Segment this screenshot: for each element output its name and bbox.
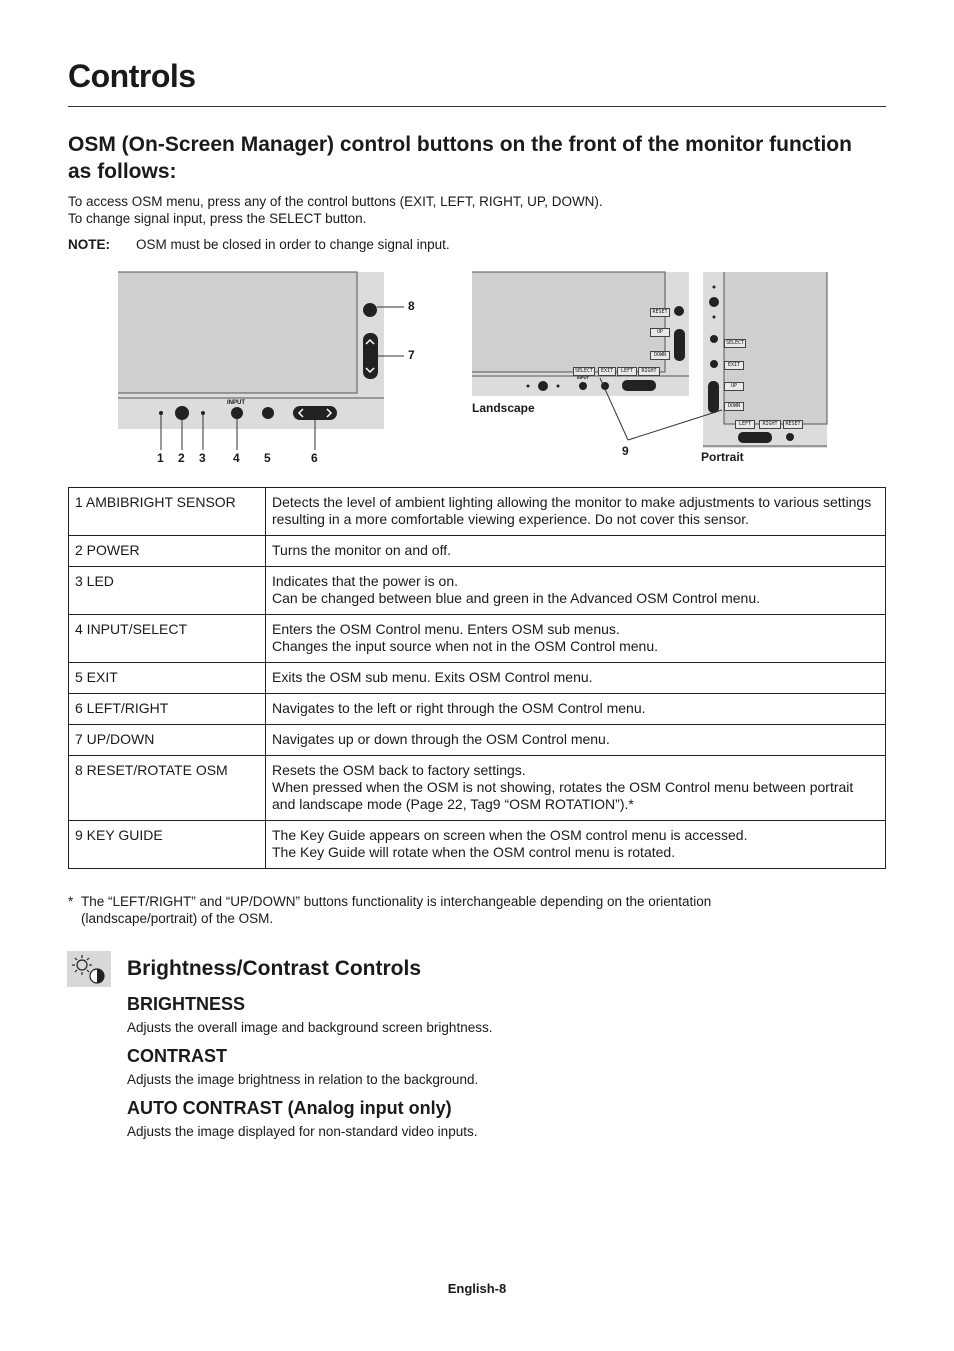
portrait-key-reset: RESET xyxy=(783,420,803,429)
landscape-key-exit: EXIT xyxy=(598,367,616,376)
table-row xyxy=(69,488,886,536)
power-button-shape xyxy=(175,406,189,420)
control-name: 9 KEY GUIDE xyxy=(69,821,266,869)
diagram-number-3: 3 xyxy=(199,451,206,465)
input-button-shape xyxy=(231,407,243,419)
diagram-number-1: 1 xyxy=(157,451,164,465)
footnote-marker: * xyxy=(68,894,74,909)
note-text: OSM must be closed in order to change signal input. xyxy=(136,237,450,252)
control-name: 1 AMBIBRIGHT SENSOR xyxy=(69,488,266,536)
ambibright-sensor-dot xyxy=(159,411,163,415)
control-name: 5 EXIT xyxy=(69,663,266,694)
table-row xyxy=(69,725,886,756)
table-row xyxy=(69,567,886,615)
control-description: Turns the monitor on and off. xyxy=(266,536,886,567)
control-description: Enters the OSM Control menu. Enters OSM sub menus. Changes the input source when not in the OSM Control menu. xyxy=(266,615,886,663)
landscape-input-label: INPUT xyxy=(577,375,589,380)
contrast-text: Adjusts the image brightness in relation to the background. xyxy=(127,1072,479,1087)
brightness-section-title: Brightness/Contrast Controls xyxy=(127,957,422,980)
control-description: Detects the level of ambient lighting allowing the monitor to make adjustments to various settings resulting in a more comfortable viewing experience. Do not cover this sensor. xyxy=(266,488,886,536)
diagram-number-7: 7 xyxy=(408,348,415,362)
table-row xyxy=(69,615,886,663)
table-row xyxy=(69,821,886,869)
table-row xyxy=(69,536,886,567)
input-label: INPUT xyxy=(227,400,245,406)
table-row xyxy=(69,663,886,694)
intro-line-1: To access OSM menu, press any of the control buttons (EXIT, LEFT, RIGHT, UP, DOWN). xyxy=(68,194,603,209)
landscape-key-select: SELECT xyxy=(574,368,594,374)
control-description: Indicates that the power is on. Can be changed between blue and green in the Advanced OSM Control menu. xyxy=(266,567,886,615)
table-row xyxy=(69,756,886,821)
brightness-heading: BRIGHTNESS xyxy=(127,994,246,1014)
control-description: Resets the OSM back to factory settings. When pressed when the OSM is not showing, rotates the OSM Control menu between portrait and landscape mode (Page 22, Tag9 “OSM ROTATION”).* xyxy=(266,756,886,821)
portrait-key-down: DOWN xyxy=(724,402,744,411)
portrait-key-right: RIGHT xyxy=(759,420,781,429)
table-row xyxy=(69,694,886,725)
control-description: The Key Guide appears on screen when the OSM control menu is accessed. The Key Guide will rotate when the OSM control menu is rotated. xyxy=(266,821,886,869)
control-name: 8 RESET/ROTATE OSM xyxy=(69,756,266,821)
intro-line-2: To change signal input, press the SELECT button. xyxy=(68,211,367,226)
control-description: Navigates up or down through the OSM Control menu. xyxy=(266,725,886,756)
control-name: 6 LEFT/RIGHT xyxy=(69,694,266,725)
diagram-number-2: 2 xyxy=(178,451,185,465)
brightness-contrast-icon xyxy=(67,951,111,987)
exit-button-shape xyxy=(262,407,274,419)
controls-table xyxy=(68,487,886,869)
portrait-key-select: SELECT xyxy=(725,340,745,346)
control-name: 4 INPUT/SELECT xyxy=(69,615,266,663)
portrait-key-up: UP xyxy=(724,382,744,391)
footnote-text: The “LEFT/RIGHT” and “UP/DOWN” buttons functionality is interchangeable depending on the orientation (landscape/portrait) of the OSM. xyxy=(81,894,712,926)
portrait-key-left: LEFT xyxy=(735,420,755,429)
control-name: 7 UP/DOWN xyxy=(69,725,266,756)
page-number: English-8 xyxy=(447,1281,507,1296)
front-monitor-diagram xyxy=(118,272,404,450)
diagram-number-9: 9 xyxy=(622,444,629,458)
control-name: 2 POWER xyxy=(69,536,266,567)
portrait-label: Portrait xyxy=(701,450,744,464)
contrast-heading: CONTRAST xyxy=(127,1046,227,1066)
landscape-key-reset: RESET xyxy=(650,308,670,317)
control-description: Navigates to the left or right through the OSM Control menu. xyxy=(266,694,886,725)
brightness-text: Adjusts the overall image and background screen brightness. xyxy=(127,1020,493,1035)
auto-contrast-text: Adjusts the image displayed for non-standard video inputs. xyxy=(127,1124,478,1139)
reset-button-shape xyxy=(363,303,377,317)
diagram-number-5: 5 xyxy=(264,451,271,465)
control-description: Exits the OSM sub menu. Exits OSM Control menu. xyxy=(266,663,886,694)
control-name: 3 LED xyxy=(69,567,266,615)
diagram-number-4: 4 xyxy=(233,451,240,465)
auto-contrast-heading: AUTO CONTRAST (Analog input only) xyxy=(127,1098,452,1118)
diagram-number-6: 6 xyxy=(311,451,318,465)
note-label: NOTE: xyxy=(68,237,110,252)
landscape-key-up: UP xyxy=(650,328,670,337)
led-dot xyxy=(201,411,205,415)
landscape-label: Landscape xyxy=(472,401,535,415)
portrait-key-exit: EXIT xyxy=(724,361,744,370)
landscape-key-left: LEFT xyxy=(617,367,637,376)
diagram-number-8: 8 xyxy=(408,299,415,313)
section-heading: OSM (On-Screen Manager) control buttons on the front of the monitor function as follows: xyxy=(68,133,852,183)
brightness-contrast-icon-svg xyxy=(67,951,111,987)
landscape-key-down: DOWN xyxy=(650,351,670,360)
page-title: Controls xyxy=(68,58,196,94)
landscape-key-right: RIGHT xyxy=(638,367,660,376)
